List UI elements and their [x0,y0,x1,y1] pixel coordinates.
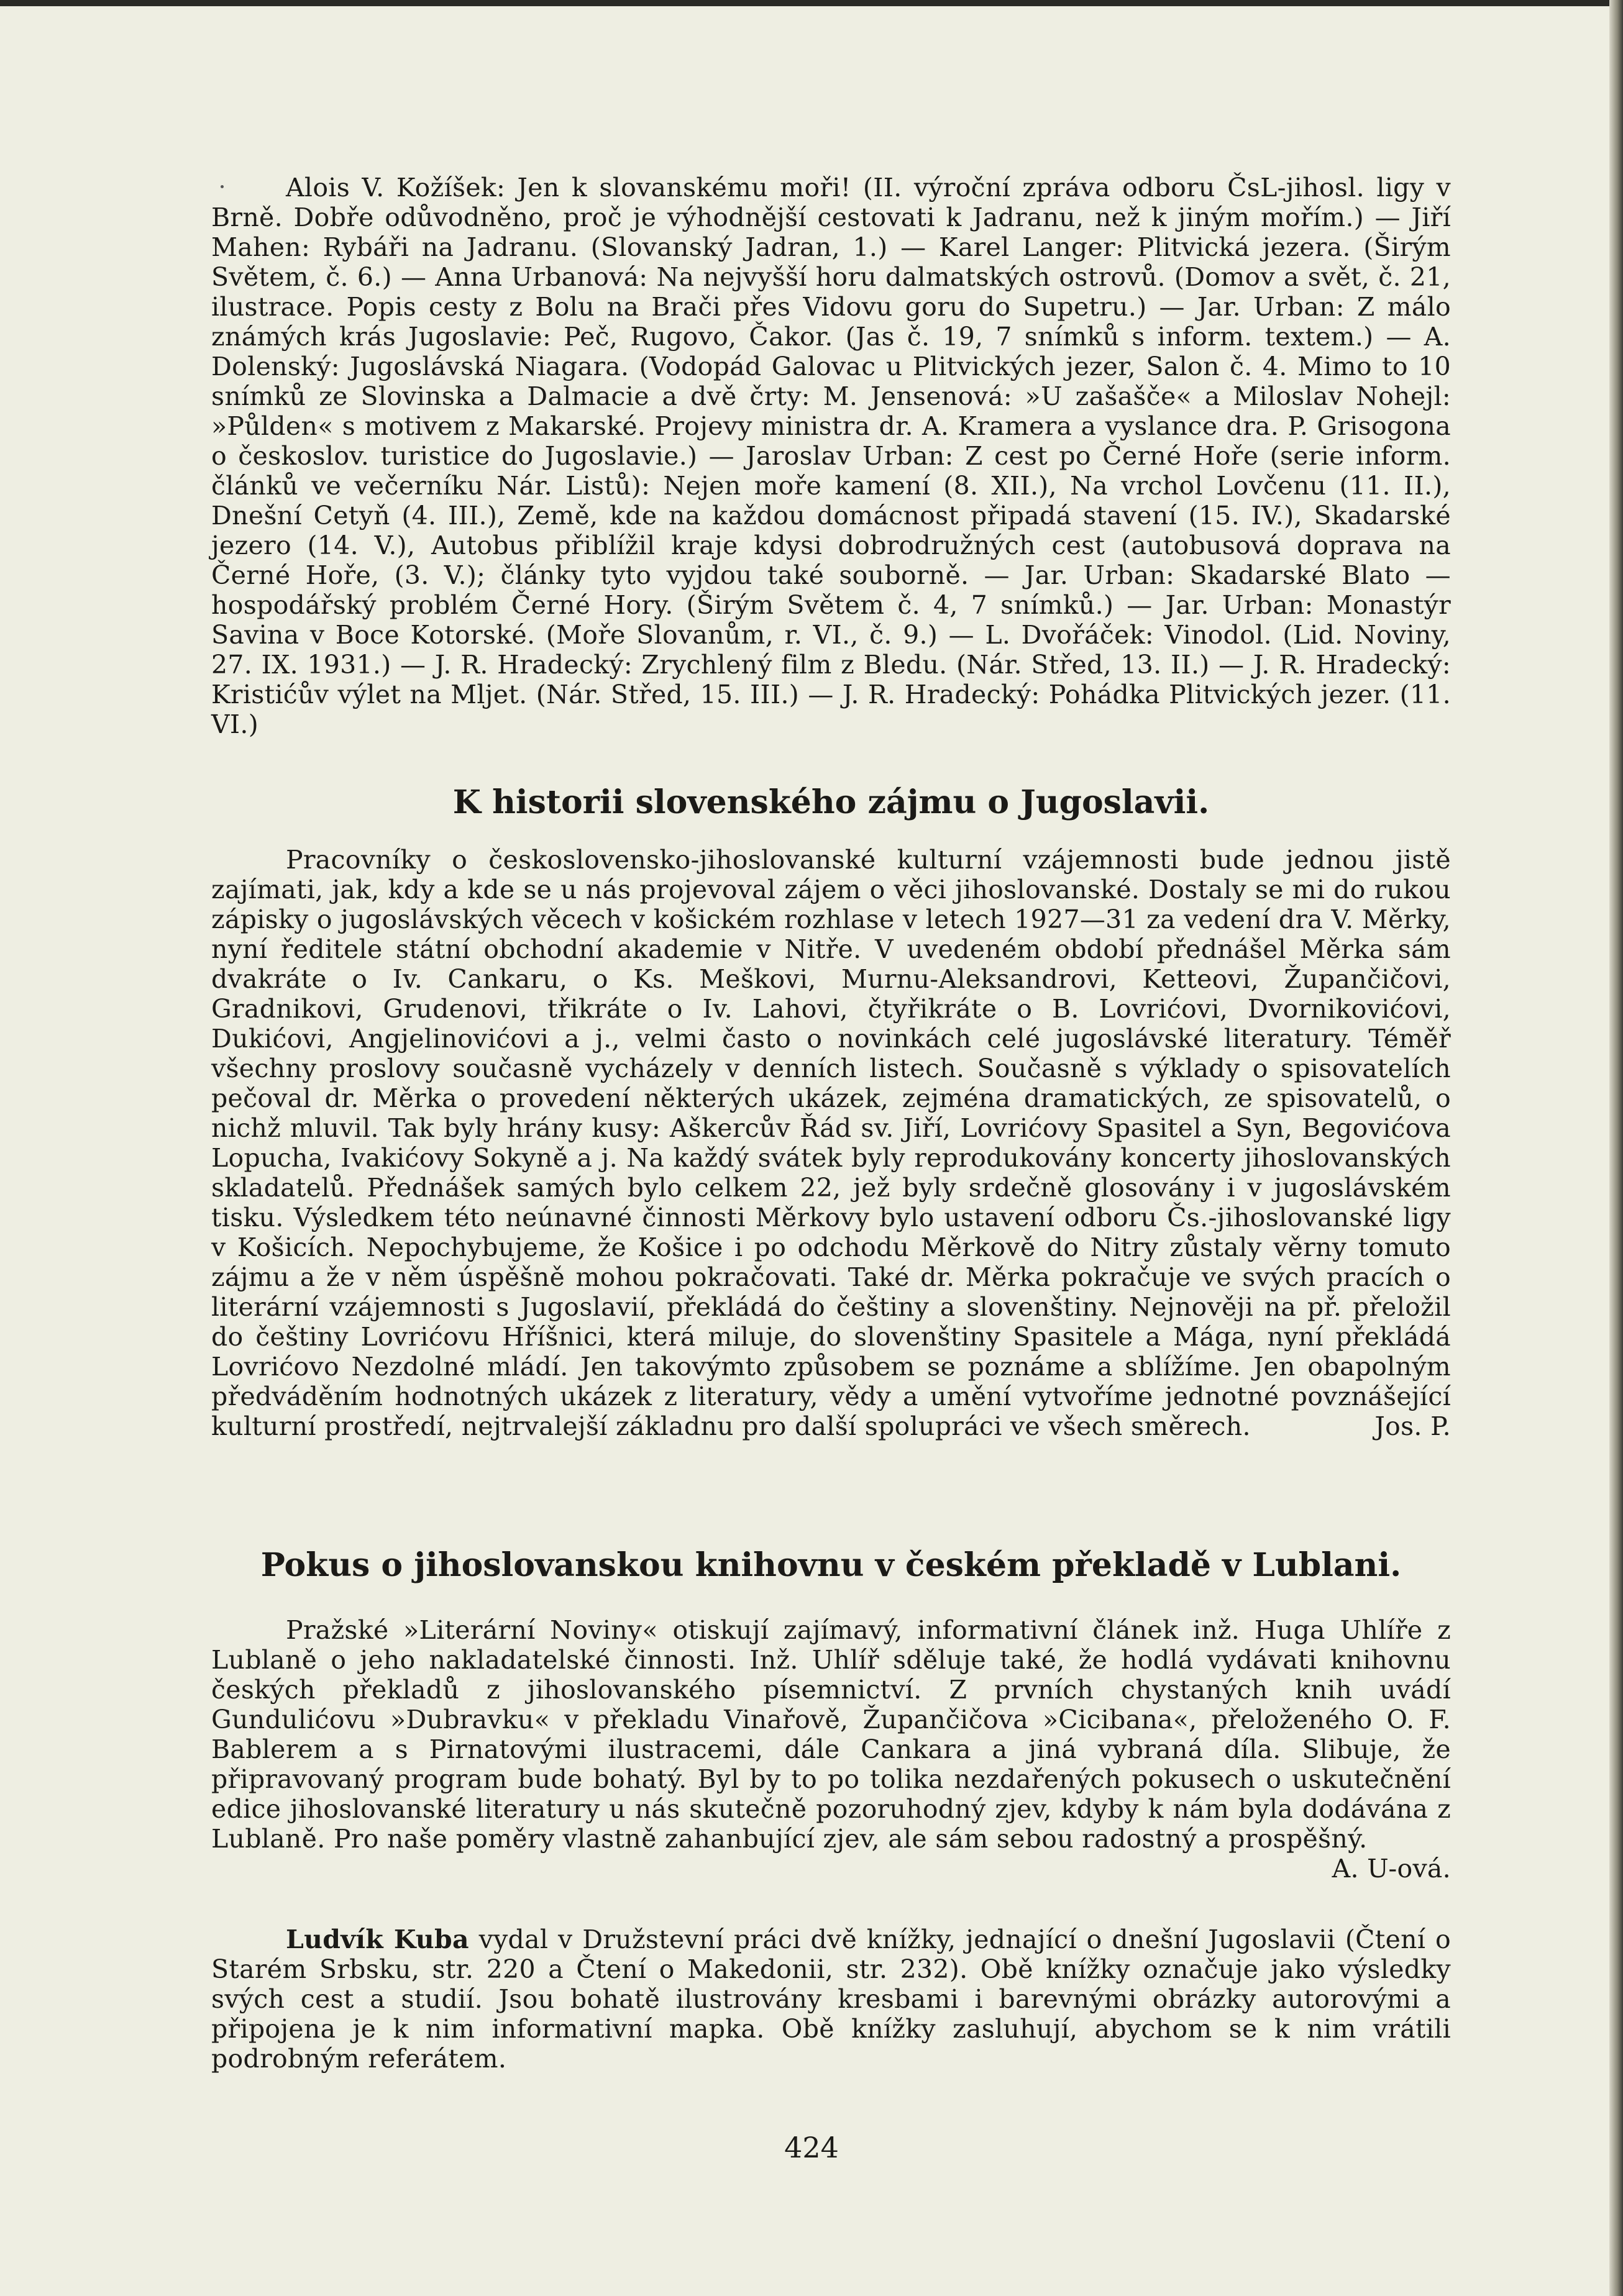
section1-body: Pracovníky o československo-jihoslovanské kulturní vzájemnosti bude jednou jistě zajímati, jak, kdy a kde se u nás projevoval zájem o věci jihoslovanské. Dostaly se mi do rukou zápisky o jugoslávských věcech v košickém rozhlase v letech 1927—31 za vedení dra V. Měrky, nyní ředitele státní obchodní akademie v Nitře. V uvedeném období přednášel Měrka sám dvakráte o Iv. Cankaru, o Ks. Meškovi, Murnu-Aleksandrovi, Ketteovi, Župančičovi, Gradnikovi, Grudenovi, třikráte o Iv. Lahovi, čtyřikráte o B. Lovrićovi, Dvornikovićovi, Dukićovi, Angjelinovićovi a j., velmi často o novinkách celé jugoslávské literatury. Téměř všechny proslovy současně vycházely v denních listech. Současně s výklady o spisovatelích pečoval dr. Měrka o provedení některých ukázek, zejména dramatických, ze spisovatelů, o nichž mluvil. Tak byly hrány kusy: Aškercův Řád sv. Jiří, Lovrićovy Spasitel a Syn, Begovićova Lopucha, Ivakićovy Sokyně a j. Na každý svátek byly reprodukovány koncerty jihoslovanských skladatelů. Přednášek samých bylo celkem 22, jež byly srdečně glosovány i v jugoslávském tisku. Výsledkem této neúnavné činnosti Měrkovy bylo ustavení odboru Čs.-jihoslovanské ligy v Košicích. Nepochybujeme, že Košice i po odchodu Měrkově do Nitry zůstaly věrny tomuto zájmu a že v něm úspěšně mohou pokračovati. Také dr. Měrka pokračuje ve svých pracích o literární vzájemnosti s Jugoslavií, překládá do češtiny a slovenštiny. Nejnověji na př. přeložil do češtiny Lovrićovu Hříšnici, která miluje, do slovenštiny Spasitele a Mága, nyní překládá Lovrićovo Nezdolné mládí. Jen takovýmto způsobem se poznáme a sblížíme. Jen obapolným předváděním hodnotných ukázek z literatury, vědy a umění vytvoříme jednotné povznášející kulturní prostředí, nejtrvalejší základnu pro další spolupráci ve všech směrech. [211,845,1451,1441]
scan-edge-right [1609,0,1623,2296]
bibliography-paragraph: Alois V. Kožíšek: Jen k slovanskému moři! (II. výroční zpráva odboru ČsL-jihosl. ligy v Brně. Dobře odůvodněno, proč je výhodnější cestovati k Jadranu, než k jiným mořím.) — Jiří Mahen: Rybáři na Jadranu. (Slovanský Jadran, 1.) — Karel Langer: Plitvická jezera. (Širým Světem, č. 6.) — Anna Urbanová: Na nejvyšší horu dalmatských ostrovů. (Domov a svět, č. 21, ilustrace. Popis cesty z Bolu na Brači přes Vidovu goru do Supetru.) — Jar. Urban: Z málo známých krás Jugoslavie: Peč, Rugovo, Čakor. (Jas č. 19, 7 snímků s inform. textem.) — A. Dolenský: Jugoslávská Niagara. (Vodopád Galovac u Plitvických jezer, Salon č. 4. Mimo to 10 snímků ze Slovinska a Dalmacie a dvě črty: M. Jensenová: »U zašašče« a Miloslav Nohejl: »Půlden« s motivem z Makarské. Projevy ministra dr. A. Kramera a vyslance dra. P. Grisogona o českoslov. turistice do Jugoslavie.) — Jaroslav Urban: Z cest po Černé Hoře (serie inform. článků ve večerníku Nár. Listů): Nejen moře kamení (8. XII.), Na vrchol Lovčenu (11. II.), Dnešní Cetyň (4. III.), Země, kde na každou domácnost připadá stavení (15. IV.), Skadarské jezero (14. V.), Autobus přiblížil kraje kdysi dobrodružných cest (autobusová doprava na Černé Hoře, (3. V.); články tyto vyjdou také souborně. — Jar. Urban: Skadarské Blato — hospodářský problém Černé Hory. (Širým Světem č. 4, 7 snímků.) — Jar. Urban: Monastýr Savina v Boce Kotorské. (Moře Slovanům, r. VI., č. 9.) — L. Dvořáček: Vinodol. (Lid. Noviny, 27. IX. 1931.) — J. R. Hradecký: Zrychlený film z Bledu. (Nár. Střed, 13. II.) — J. R. Hradecký: Kristićův výlet na Mljet. (Nár. Střed, 15. III.) — J. R. Hradecký: Pohádka Plitvických jezer. (11. VI.) [211,173,1451,739]
section1-paragraph [211,845,1451,1441]
section2-body: Pražské »Literární Noviny« otiskují zajímavý, informativní článek inž. Huga Uhlíře z Lublaně o jeho nakladatelské činnosti. Inž. Uhlíř sděluje také, že hodlá vydávati knihovnu českých překladů z jihoslovanského písemnictví. Z prvních chystaných knih uvádí Gundulićovu »Dubravku« v překladu Vinařově, Župančičova »Cicibana«, přeloženého O. F. Bablerem a s Pirnatovými ilustracemi, dále Cankara a jiná vybraná díla. Slibuje, že připravovaný program bude bohatý. Byl by to po tolika nezdařených pokusech o uskutečnění edice jihoslovanské literatury u nás skutečně pozoruhodný zjev, kdyby k nám byla dodávána z Lublaně. Pro naše poměry vlastně zahanbující zjev, ale sám sebou radostný a prospěšný. [211,1615,1451,1854]
scan-edge-top [0,0,1623,6]
section2-signature: A. U-ová. [1332,1854,1451,1884]
page-number: 424 [784,2131,839,2164]
section3-block [211,1925,1451,2074]
section2-heading: Pokus o jihoslovanskou knihovnu v českém překladě v Lublani. [260,1546,1402,1584]
section2-paragraph [211,1615,1451,1884]
bibliography-block [211,173,1451,739]
section1-heading: K historii slovenského zájmu o Jugoslavii. [452,783,1210,821]
section1-signature: Jos. P. [1374,1411,1451,1441]
section3-paragraph [211,1925,1451,2074]
section2-block [211,1615,1451,1884]
section1-block [211,845,1451,1441]
section3-author: Ludvík Kuba [286,1925,469,1954]
section3-body: vydal v Družstevní práci dvě knížky, jednající o dnešní Jugoslavii (Čtení o Starém Srbsku, str. 220 a Čtení o Makedonii, str. 232). Obě knížky označuje jako výsledky svých cest a studií. Jsou bohatě ilustrovány kresbami i barevnými obrázky autorovými a připojena je k nim informativní mapka. Obě knížky zasluhují, abychom se k nim vrátili podrobným referátem. [211,1925,1451,2074]
